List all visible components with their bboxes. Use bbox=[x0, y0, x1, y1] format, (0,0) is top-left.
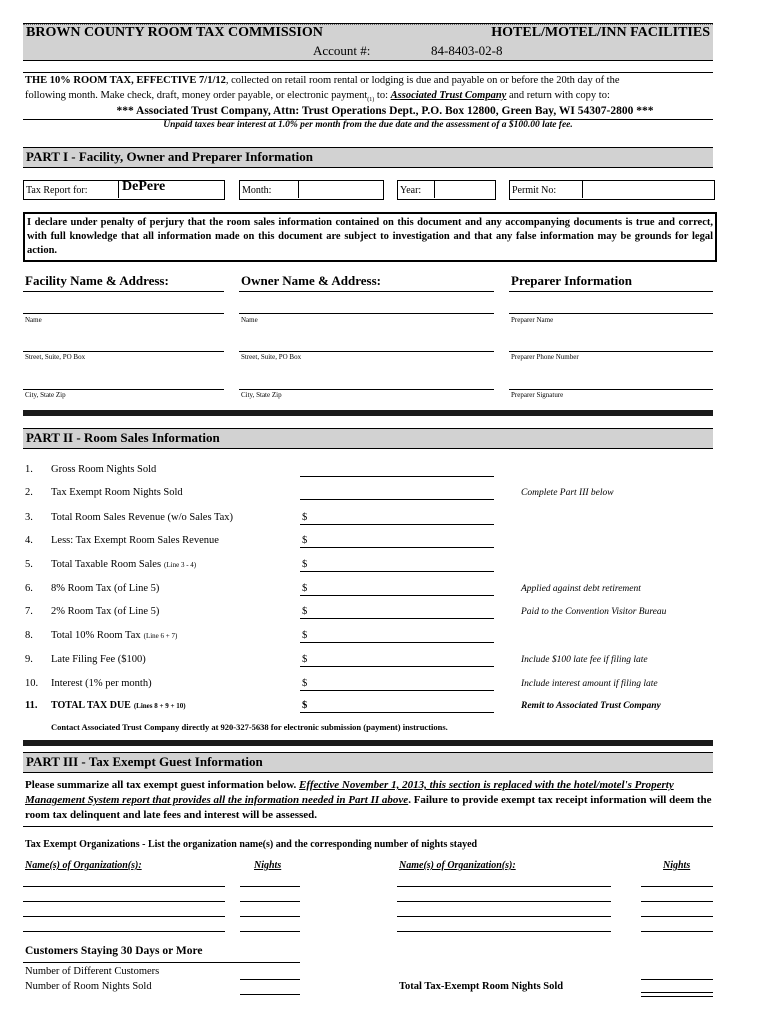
org-nights-input[interactable] bbox=[641, 916, 713, 932]
dollar-sign: $ bbox=[302, 559, 308, 570]
facility-type: HOTEL/MOTEL/INN FACILITIES bbox=[491, 25, 710, 40]
line-number: 9. bbox=[25, 654, 33, 665]
nights-column-right: Nights bbox=[663, 860, 691, 871]
line-number: 8. bbox=[25, 630, 33, 641]
org-name-input[interactable] bbox=[23, 871, 225, 887]
facility-heading: Facility Name & Address: bbox=[25, 273, 169, 288]
month-divider bbox=[298, 180, 299, 198]
intro-return: and return with copy to: bbox=[508, 90, 610, 101]
preparer-name-label: Preparer Name bbox=[511, 316, 554, 324]
amount-field[interactable] bbox=[300, 460, 494, 477]
org-nights-input[interactable] bbox=[240, 871, 300, 887]
amount-field[interactable] bbox=[300, 555, 494, 572]
line-label bbox=[51, 606, 159, 617]
org-name-input[interactable] bbox=[397, 916, 611, 932]
intro-payment: following month. Make check, draft, money order payable, or electronic payment bbox=[25, 90, 368, 101]
line-label-text: Total Taxable Room Sales bbox=[51, 559, 162, 570]
dollar-sign: $ bbox=[302, 535, 308, 546]
amount-field[interactable] bbox=[300, 602, 494, 619]
customers-heading: Customers Staying 30 Days or More bbox=[25, 945, 203, 957]
org-name-input[interactable] bbox=[23, 901, 225, 917]
payee-company: Associated Trust Company bbox=[390, 90, 507, 101]
dollar-sign: $ bbox=[302, 512, 308, 523]
line-label bbox=[51, 559, 196, 570]
footnote-marker: (1) bbox=[367, 97, 375, 104]
line-label-text: TOTAL TAX DUE bbox=[51, 700, 131, 711]
org-name-column-left: Name(s) of Organization(s): bbox=[25, 860, 142, 871]
org-name-input[interactable] bbox=[397, 901, 611, 917]
line-number: 11. bbox=[25, 700, 38, 711]
line-number: 5. bbox=[25, 559, 33, 570]
part3-intro bbox=[25, 778, 713, 823]
facility-name-field[interactable] bbox=[23, 298, 224, 314]
facility-heading-line bbox=[23, 291, 224, 292]
facility-city-field[interactable] bbox=[23, 374, 224, 390]
facility-street-field[interactable] bbox=[23, 336, 224, 352]
facility-name-label: Name bbox=[25, 316, 42, 324]
line-note: Include interest amount if filing late bbox=[521, 679, 658, 689]
line-note: Remit to Associated Trust Company bbox=[521, 701, 661, 711]
year-label: Year: bbox=[400, 185, 422, 196]
part2-header bbox=[23, 428, 713, 449]
org-name-input[interactable] bbox=[23, 886, 225, 902]
line-label-text: Gross Room Nights Sold bbox=[51, 464, 157, 475]
part3-title: PART III - Tax Exempt Guest Information bbox=[26, 754, 263, 769]
line-label bbox=[51, 512, 233, 523]
perjury-declaration: I declare under penalty of perjury that the room sales information contained on this document and any accompanying documents is true and correct, with full knowledge that all information made on this document are subject to investigation and that any false information may be grounds for legal action. bbox=[23, 212, 717, 262]
preparer-heading: Preparer Information bbox=[511, 273, 632, 288]
line-note: Include $100 late fee if filing late bbox=[521, 655, 648, 665]
tax-report-value[interactable]: DePere bbox=[122, 179, 166, 194]
line-formula: (Line 3 - 4) bbox=[164, 561, 197, 569]
part1-title: PART I - Facility, Owner and Preparer Information bbox=[26, 149, 313, 164]
owner-city-field[interactable] bbox=[239, 374, 494, 390]
section-separator-2 bbox=[23, 740, 713, 746]
tax-report-label: Tax Report for: bbox=[26, 185, 88, 196]
owner-heading: Owner Name & Address: bbox=[241, 273, 381, 288]
account-label: Account #: bbox=[313, 43, 371, 58]
amount-field[interactable] bbox=[300, 579, 494, 596]
intro-rest: , collected on retail room rental or lodging is due and payable on or before the 20th day of the bbox=[225, 75, 620, 86]
line-label-text: Interest (1% per month) bbox=[51, 678, 152, 689]
line-number: 10. bbox=[25, 678, 39, 689]
line-formula: (Line 6 + 7) bbox=[143, 632, 178, 640]
line-number: 7. bbox=[25, 606, 33, 617]
line-note: Applied against debt retirement bbox=[521, 584, 641, 594]
line-label-text: Total 10% Room Tax bbox=[51, 630, 141, 641]
preparer-phone-label: Preparer Phone Number bbox=[511, 353, 579, 361]
line-label bbox=[51, 583, 159, 594]
amount-field[interactable] bbox=[300, 483, 494, 500]
facility-street-label: Street, Suite, PO Box bbox=[25, 353, 86, 361]
electronic-contact: Contact Associated Trust Company directly at 920-327-5638 for electronic submission (payment) instructions. bbox=[51, 722, 448, 732]
owner-name-field[interactable] bbox=[239, 298, 494, 314]
org-nights-input[interactable] bbox=[641, 886, 713, 902]
account-number: 84-8403-02-8 bbox=[431, 43, 503, 58]
part3-intro-b: Effective November 1, 2013, this section is replaced with the hotel/motel's Property Management System report that provides all the information needed in Part II above bbox=[25, 779, 674, 806]
amount-field[interactable] bbox=[300, 626, 494, 643]
month-label: Month: bbox=[242, 185, 272, 196]
amount-field[interactable] bbox=[300, 531, 494, 548]
part3-header bbox=[23, 752, 713, 773]
num-customers-field[interactable] bbox=[240, 964, 300, 980]
intro-line-1 bbox=[25, 75, 620, 86]
line-number: 4. bbox=[25, 535, 33, 546]
dollar-sign: $ bbox=[302, 678, 308, 689]
org-name-input[interactable] bbox=[23, 916, 225, 932]
form-header bbox=[23, 23, 713, 61]
preparer-signature-field[interactable] bbox=[509, 374, 713, 390]
org-nights-input[interactable] bbox=[240, 901, 300, 917]
line-label-text: Total Room Sales Revenue (w/o Sales Tax) bbox=[51, 512, 234, 523]
line-label-text: Late Filing Fee ($100) bbox=[51, 654, 146, 665]
num-customers-label: Number of Different Customers bbox=[25, 966, 160, 977]
nights-column-left: Nights bbox=[254, 860, 282, 871]
permit-divider bbox=[582, 180, 583, 198]
intro-divider bbox=[23, 72, 713, 73]
owner-name-label: Name bbox=[241, 316, 258, 324]
line-label bbox=[51, 678, 152, 689]
line-label bbox=[51, 700, 186, 711]
owner-street-field[interactable] bbox=[239, 336, 494, 352]
dollar-sign: $ bbox=[302, 583, 308, 594]
line-number: 3. bbox=[25, 512, 33, 523]
org-nights-input[interactable] bbox=[240, 886, 300, 902]
num-nights-field[interactable] bbox=[240, 979, 300, 995]
owner-street-label: Street, Suite, PO Box bbox=[241, 353, 302, 361]
org-name-column-right: Name(s) of Organization(s): bbox=[399, 860, 516, 871]
part2-title: PART II - Room Sales Information bbox=[26, 430, 220, 445]
total-exempt-double-line bbox=[641, 992, 713, 997]
line-number: 6. bbox=[25, 583, 33, 594]
preparer-name-field[interactable] bbox=[509, 298, 713, 314]
line-formula: (Lines 8 + 9 + 10) bbox=[133, 702, 186, 710]
line-label bbox=[51, 535, 219, 546]
commission-title: BROWN COUNTY ROOM TAX COMMISSION bbox=[26, 25, 323, 40]
org-nights-input[interactable] bbox=[641, 871, 713, 887]
owner-heading-line bbox=[239, 291, 494, 292]
interest-note: Unpaid taxes bear interest at 1.0% per month from the due date and the assessment of a $100.00 late fee. bbox=[163, 120, 573, 130]
line-label-text: Less: Tax Exempt Room Sales Revenue bbox=[51, 535, 219, 546]
dollar-sign: $ bbox=[302, 700, 308, 711]
intro-line-2 bbox=[25, 90, 610, 103]
dollar-sign: $ bbox=[302, 654, 308, 665]
owner-city-label: City, State Zip bbox=[241, 391, 282, 399]
line-number: 2. bbox=[25, 487, 33, 498]
num-nights-label: Number of Room Nights Sold bbox=[25, 981, 152, 992]
amount-field[interactable] bbox=[300, 508, 494, 525]
permit-label: Permit No: bbox=[512, 185, 557, 196]
org-name-input[interactable] bbox=[397, 871, 611, 887]
preparer-phone-field[interactable] bbox=[509, 336, 713, 352]
mailing-address: *** Associated Trust Company, Attn: Trust Operations Dept., P.O. Box 12800, Green Bay, WI 54307-2800 *** bbox=[116, 105, 654, 117]
intro-to: to: bbox=[374, 90, 389, 101]
facility-city-label: City, State Zip bbox=[25, 391, 66, 399]
org-nights-input[interactable] bbox=[641, 901, 713, 917]
amount-field[interactable] bbox=[300, 696, 494, 713]
amount-field[interactable] bbox=[300, 650, 494, 667]
line-note: Complete Part III below bbox=[521, 488, 614, 498]
preparer-heading-line bbox=[509, 291, 713, 292]
part3-intro-c: . Failure to provide exempt tax receipt information will deem the room tax delinquent and late fees and interest will be assessed. bbox=[25, 794, 712, 821]
dollar-sign: $ bbox=[302, 630, 308, 641]
line-label-text: Tax Exempt Room Nights Sold bbox=[51, 487, 183, 498]
org-heading: Tax Exempt Organizations - List the organization name(s) and the corresponding number of nights stayed bbox=[25, 839, 478, 850]
year-divider bbox=[434, 180, 435, 198]
org-name-input[interactable] bbox=[397, 886, 611, 902]
line-label-text: 2% Room Tax (of Line 5) bbox=[51, 606, 160, 617]
line-label-text: 8% Room Tax (of Line 5) bbox=[51, 583, 160, 594]
part1-header bbox=[23, 147, 713, 168]
total-exempt-label: Total Tax-Exempt Room Nights Sold bbox=[399, 981, 564, 992]
total-exempt-field[interactable] bbox=[641, 964, 713, 980]
amount-field[interactable] bbox=[300, 674, 494, 691]
line-label bbox=[51, 487, 183, 498]
header-divider bbox=[23, 24, 713, 25]
line-label bbox=[51, 464, 156, 475]
section-separator-1 bbox=[23, 410, 713, 416]
part3-intro-divider bbox=[23, 826, 713, 827]
customers-heading-line bbox=[23, 962, 300, 963]
tax-report-divider bbox=[118, 180, 119, 198]
dollar-sign: $ bbox=[302, 606, 308, 617]
line-label bbox=[51, 630, 177, 641]
preparer-signature-label: Preparer Signature bbox=[511, 391, 564, 399]
line-label bbox=[51, 654, 146, 665]
line-note: Paid to the Convention Visitor Bureau bbox=[521, 607, 667, 617]
org-nights-input[interactable] bbox=[240, 916, 300, 932]
part3-intro-a: Please summarize all tax exempt guest information below. bbox=[25, 779, 297, 791]
line-number: 1. bbox=[25, 464, 33, 475]
intro-bold: THE 10% ROOM TAX, EFFECTIVE 7/1/12 bbox=[25, 75, 226, 86]
